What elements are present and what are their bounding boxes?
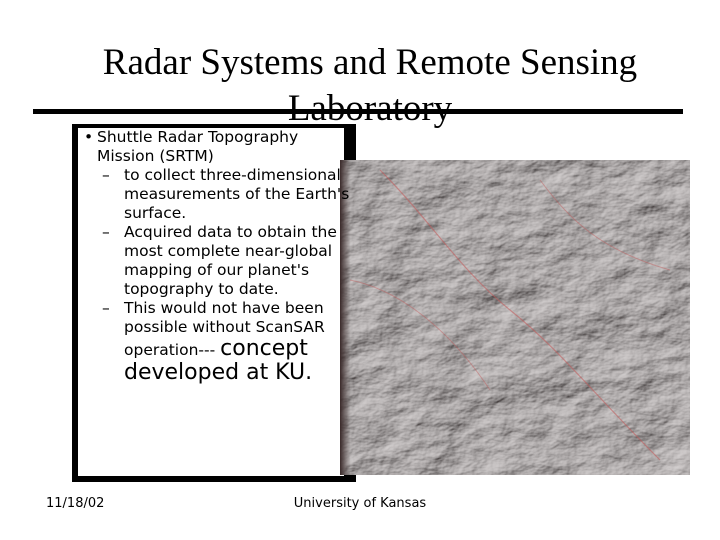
- title-underline-rule: [33, 109, 683, 114]
- sub-bullet-text: Acquired data to obtain the most complete near-global mapping of our planet's topography to date.: [124, 223, 337, 298]
- sub-bullet-text-large: concept developed at KU.: [124, 336, 313, 385]
- sub-bullet-item: [84, 166, 352, 223]
- bullet-list: [84, 128, 352, 385]
- sub-bullet-dash: –: [102, 166, 110, 184]
- bullet-text: Shuttle Radar Topography Mission (SRTM): [97, 128, 299, 165]
- sub-bullet-dash: –: [102, 299, 110, 317]
- footer-institution: University of Kansas: [293, 496, 427, 511]
- sub-bullet-dash: –: [102, 223, 110, 241]
- slide-title: Radar Systems and Remote Sensing: [102, 42, 638, 83]
- sub-bullet-item: [84, 223, 352, 299]
- bullet-item: [84, 128, 352, 166]
- bullet-dot: •: [84, 128, 94, 146]
- sub-bullet-text: This would not have been possible without ScanSAR operation---: [124, 299, 325, 359]
- sub-bullet-item: [84, 299, 352, 385]
- srtm-terrain-image: [340, 160, 690, 475]
- sub-bullet-text: to collect three-dimensional measurements of the Earth's surface.: [124, 166, 350, 222]
- footer-date: 11/18/02: [46, 496, 105, 511]
